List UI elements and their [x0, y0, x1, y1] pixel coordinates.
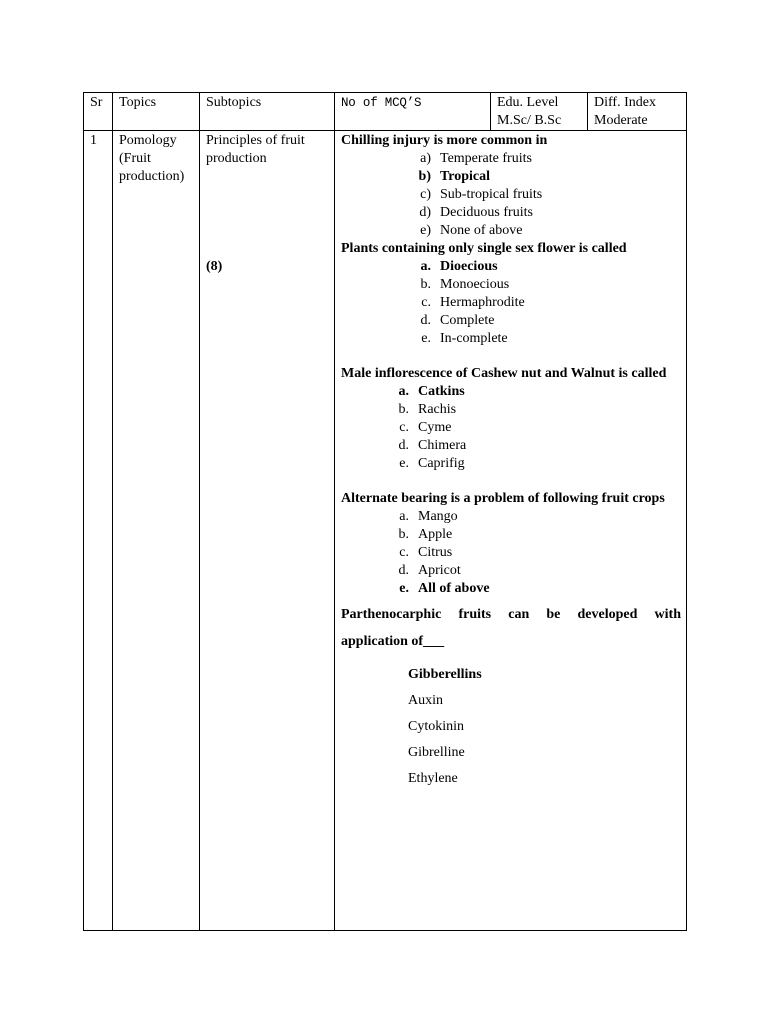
option-item	[341, 688, 681, 714]
option-marker: d.	[398, 563, 409, 578]
header-diff-index	[588, 93, 687, 131]
option-text: All of above	[418, 581, 490, 596]
question-text: Alternate bearing is a problem of following fruit crops	[341, 491, 665, 506]
option-text: Catkins	[418, 384, 465, 399]
header-row	[84, 93, 687, 131]
option-marker: e.	[421, 331, 431, 346]
option-text: Temperate fruits	[440, 151, 532, 166]
option-item	[341, 714, 681, 740]
row-sr: 1	[84, 131, 113, 931]
option-marker: a.	[398, 384, 409, 399]
option-item	[341, 276, 681, 294]
edu-level-label: Edu. Level	[497, 95, 559, 110]
option-item	[341, 544, 681, 562]
option-item	[341, 204, 681, 222]
option-item	[341, 186, 681, 204]
option-item	[341, 312, 681, 330]
option-text: Monoecious	[440, 277, 510, 292]
option-text: Chimera	[418, 438, 467, 453]
option-text: Caprifig	[418, 456, 465, 471]
option-text: Sub-tropical fruits	[440, 187, 543, 202]
option-list	[341, 508, 681, 598]
option-text: Gibrelline	[408, 745, 465, 760]
option-item-correct	[341, 662, 681, 688]
option-text: Mango	[418, 509, 458, 524]
header-no-of-mcqs: No of MCQ’S	[335, 93, 491, 131]
option-text: Gibberellins	[408, 667, 482, 682]
option-marker: e.	[399, 456, 409, 471]
option-marker: b)	[418, 169, 431, 184]
option-text: Cyme	[418, 420, 452, 435]
option-marker: c.	[399, 545, 409, 560]
option-text: Auxin	[408, 693, 443, 708]
option-text: Deciduous fruits	[440, 205, 533, 220]
option-text: Apricot	[418, 563, 461, 578]
header-topics: Topics	[113, 93, 200, 131]
option-text: Tropical	[440, 169, 491, 184]
option-item	[341, 222, 681, 240]
option-marker: c.	[421, 295, 431, 310]
option-marker: e)	[420, 223, 431, 238]
option-marker: b.	[398, 402, 409, 417]
option-item	[341, 330, 681, 348]
option-text: Ethylene	[408, 771, 458, 786]
question-text: Male inflorescence of Cashew nut and Walnut is called	[341, 366, 667, 381]
spacer	[341, 473, 681, 490]
header-edu-level	[491, 93, 588, 131]
topic-line: (Fruit	[119, 151, 151, 166]
option-item	[341, 419, 681, 437]
option-marker: b.	[398, 527, 409, 542]
option-marker: b.	[420, 277, 431, 292]
option-text: Rachis	[418, 402, 457, 417]
row-subtopic	[200, 131, 335, 931]
question-text: Chilling injury is more common in	[341, 133, 548, 148]
option-marker: a)	[420, 151, 431, 166]
topic-row	[84, 131, 687, 931]
option-item-correct	[341, 580, 681, 598]
option-marker: d.	[398, 438, 409, 453]
questions-cell	[335, 131, 687, 931]
option-item	[341, 294, 681, 312]
topic-line: production)	[119, 169, 185, 184]
subtopic-count: (8)	[206, 259, 223, 274]
edu-level-value: M.Sc/ B.Sc	[497, 113, 562, 128]
option-item	[341, 526, 681, 544]
subtopic-text: Principles of fruit production	[206, 133, 305, 166]
mcq-table	[83, 92, 687, 931]
diff-index-value: Moderate	[594, 113, 648, 128]
option-text: Complete	[440, 313, 495, 328]
option-marker: a.	[420, 259, 431, 274]
option-item	[341, 455, 681, 473]
question-text: Parthenocarphic fruits can be developed with application of___	[341, 607, 681, 649]
option-item	[341, 150, 681, 168]
option-item	[341, 740, 681, 766]
option-item-correct	[341, 258, 681, 276]
option-marker: d.	[420, 313, 431, 328]
option-item	[341, 766, 681, 792]
question-text: Plants containing only single sex flower is called	[341, 241, 627, 256]
option-text: Citrus	[418, 545, 453, 560]
option-item	[341, 437, 681, 455]
option-text: Dioecious	[440, 259, 498, 274]
option-list	[341, 662, 681, 792]
header-subtopics: Subtopics	[200, 93, 335, 131]
option-marker: c.	[399, 420, 409, 435]
option-marker: e.	[399, 581, 409, 596]
option-marker: a.	[399, 509, 409, 524]
option-item	[341, 401, 681, 419]
topic-line: Pomology	[119, 133, 177, 148]
option-list	[341, 150, 681, 240]
option-text: Cytokinin	[408, 719, 465, 734]
option-item	[341, 562, 681, 580]
option-item-correct	[341, 168, 681, 186]
option-text: Hermaphrodite	[440, 295, 525, 310]
spacer	[341, 348, 681, 365]
option-item	[341, 508, 681, 526]
option-marker: d)	[419, 205, 431, 220]
option-text: In-complete	[440, 331, 508, 346]
option-text: Apple	[418, 527, 453, 542]
option-list	[341, 258, 681, 348]
header-sr: Sr	[84, 93, 113, 131]
option-item-correct	[341, 383, 681, 401]
row-topic	[113, 131, 200, 931]
option-marker: c)	[420, 187, 431, 202]
option-list	[341, 383, 681, 473]
option-text: None of above	[440, 223, 523, 238]
diff-index-label: Diff. Index	[594, 95, 656, 110]
